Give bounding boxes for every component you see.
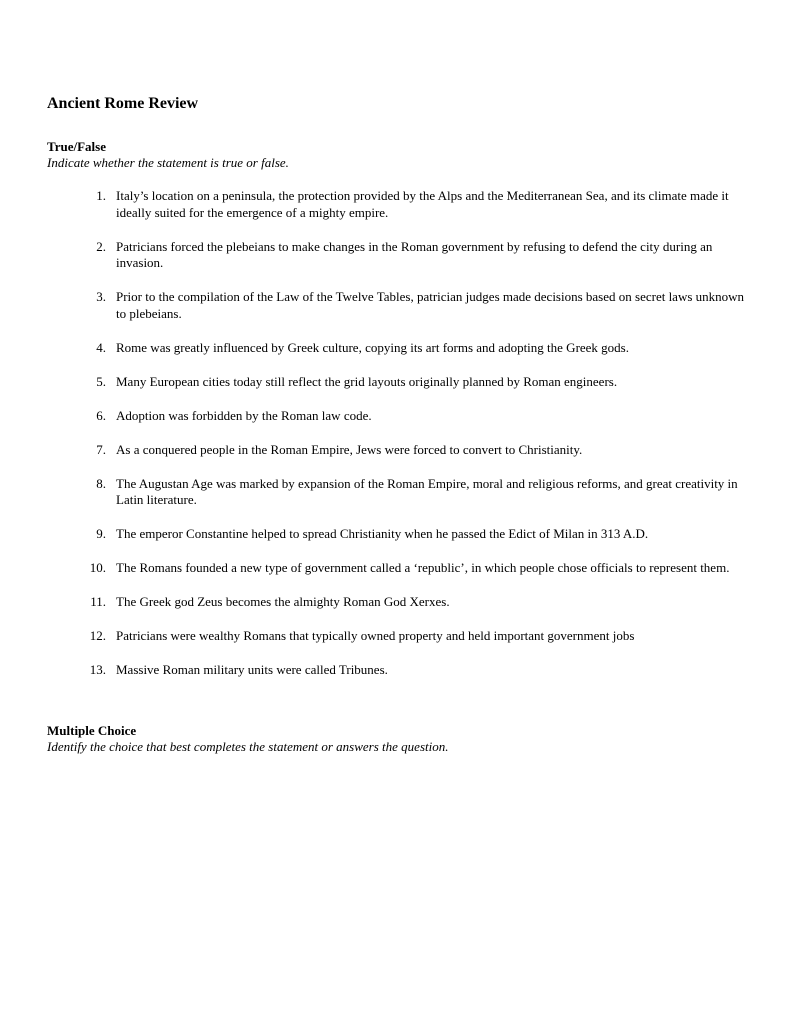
document-title: Ancient Rome Review (47, 95, 199, 112)
question-text: Adoption was forbidden by the Roman law code. (116, 407, 372, 423)
question-number: 7. (96, 441, 106, 457)
question-text: The Greek god Zeus becomes the almighty Roman God Xerxes. (116, 594, 450, 609)
true-false-instruction: Indicate whether the statement is true or false. (47, 155, 289, 170)
question-number: 9. (96, 526, 106, 541)
question-number: 4. (96, 339, 106, 355)
question-item (82, 628, 747, 645)
question-item (82, 239, 747, 272)
true-false-question-list (82, 188, 747, 696)
question-number: 5. (96, 373, 106, 389)
question-item (82, 662, 747, 679)
multiple-choice-heading: Multiple Choice (47, 723, 137, 738)
question-item (82, 340, 747, 357)
question-text: The emperor Constantine helped to spread Christianity when he passed the Edict of Milan in 313 A.D. (116, 526, 649, 541)
question-number: 8. (96, 475, 106, 491)
question-text: Patricians were wealthy Romans that typically owned property and held important government jobs (116, 628, 635, 643)
multiple-choice-instruction: Identify the choice that best completes the statement or answers the question. (47, 739, 449, 754)
question-text: As a conquered people in the Roman Empire, Jews were forced to convert to Christianity. (116, 441, 583, 457)
question-number: 6. (96, 407, 106, 423)
question-number: 2. (96, 238, 106, 254)
question-item (82, 188, 747, 221)
question-item (82, 560, 747, 577)
question-item (82, 594, 747, 611)
multiple-choice-section (47, 723, 747, 755)
question-text: Italy’s location on a peninsula, the protection provided by the Alps and the Mediterranean Sea, and its climate made it ideally suited for the emergence of a mighty empire. (116, 188, 729, 220)
question-item (82, 476, 747, 509)
question-item (82, 374, 747, 391)
question-number: 10. (89, 560, 106, 575)
question-number: 11. (90, 594, 106, 609)
question-text: Massive Roman military units were called Tribunes. (116, 662, 388, 677)
question-number: 12. (89, 628, 106, 643)
question-text: Many European cities today still reflect the grid layouts originally planned by Roman engineers. (116, 373, 618, 389)
question-text: The Romans founded a new type of government called a ‘republic’, in which people chose officials to represent them. (116, 560, 730, 575)
question-item (82, 408, 747, 425)
question-number: 13. (89, 662, 106, 677)
true-false-section (47, 139, 747, 171)
question-number: 1. (96, 188, 106, 203)
question-item (82, 289, 747, 322)
question-text: The Augustan Age was marked by expansion of the Roman Empire, moral and religious reforms, and great creativity in Latin literature. (116, 475, 738, 507)
true-false-heading: True/False (47, 139, 106, 154)
question-text: Rome was greatly influenced by Greek culture, copying its art forms and adopting the Greek gods. (116, 339, 629, 355)
question-text: Patricians forced the plebeians to make changes in the Roman government by refusing to defend the city during an invasion. (116, 238, 713, 270)
question-text: Prior to the compilation of the Law of the Twelve Tables, patrician judges made decisions based on secret laws unknown to plebeians. (116, 289, 745, 321)
question-item (82, 526, 747, 543)
question-number: 3. (96, 289, 106, 304)
question-item (82, 442, 747, 459)
